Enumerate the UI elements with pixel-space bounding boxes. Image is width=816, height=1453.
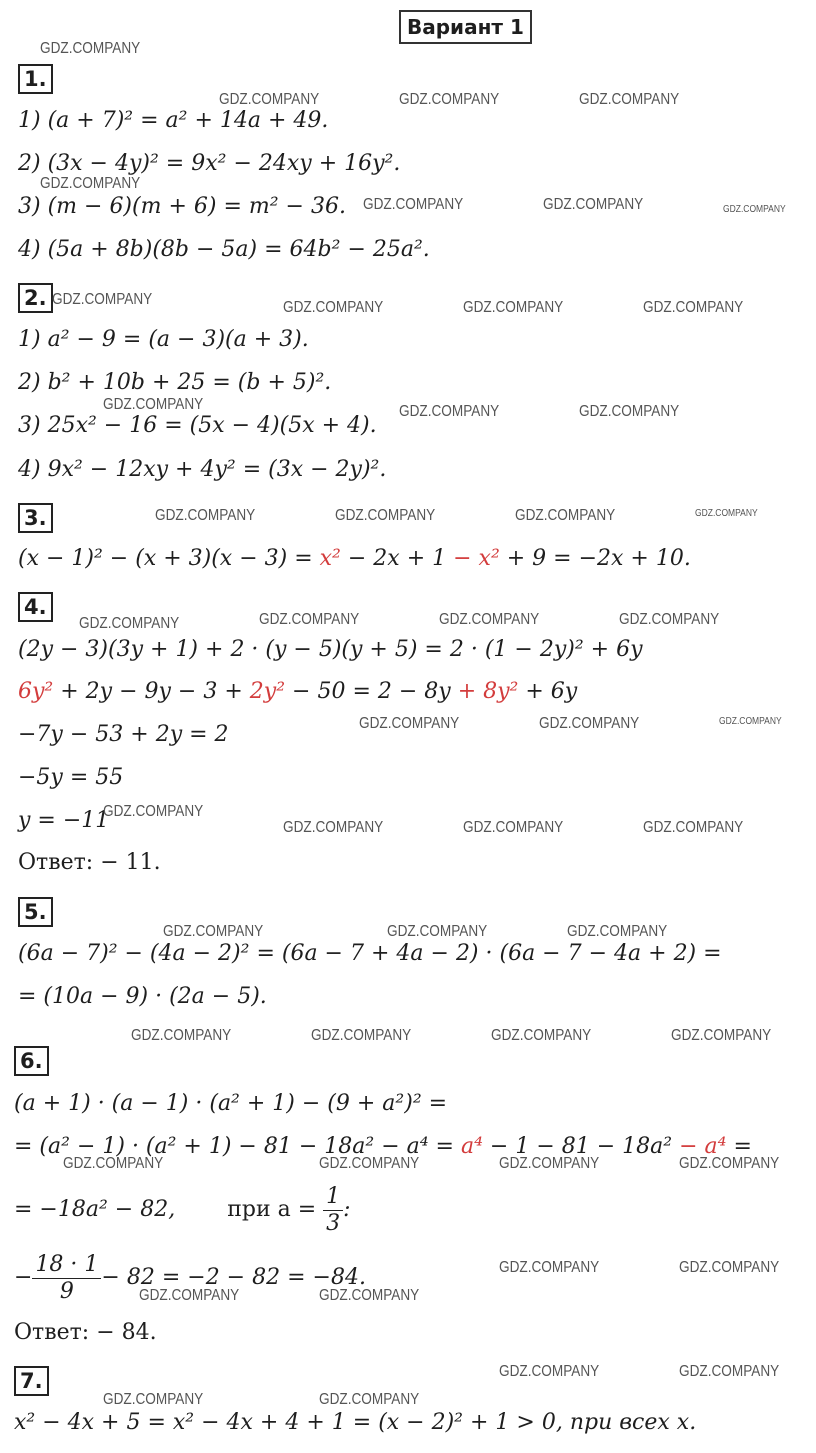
- p4-line-3: −7y − 53 + 2y = 2: [18, 722, 229, 747]
- p2-line-3: 3) 25x² − 16 = (5x − 4)(5x + 4).: [18, 413, 377, 438]
- watermark: GDZ.COMPANY: [619, 611, 720, 628]
- watermark: GDZ.COMPANY: [311, 1027, 412, 1044]
- watermark: GDZ.COMPANY: [79, 615, 180, 632]
- watermark: GDZ.COMPANY: [319, 1391, 420, 1408]
- problem-4-number: 4.: [18, 592, 53, 622]
- p6-line4-minus: −: [14, 1265, 33, 1290]
- watermark: GDZ.COMPANY: [163, 923, 264, 940]
- watermark: GDZ.COMPANY: [679, 1155, 780, 1172]
- problem-6-number: 6.: [14, 1046, 49, 1076]
- watermark: GDZ.COMPANY: [399, 403, 500, 420]
- p6-text-a: = (a² − 1) · (a² + 1) − 81 − 18a² − a⁴ =: [14, 1134, 461, 1159]
- p3-text-b: − 2x + 1: [340, 546, 454, 571]
- p3-text-a: (x − 1)² − (x + 3)(x − 3) =: [18, 546, 320, 571]
- watermark: GDZ.COMPANY: [579, 403, 680, 420]
- watermark: GDZ.COMPANY: [283, 299, 384, 316]
- p2-line-4: 4) 9x² − 12xy + 4y² = (3x − 2y)².: [18, 457, 387, 482]
- p3-line-1: [18, 544, 691, 574]
- watermark: GDZ.COMPANY: [103, 803, 204, 820]
- watermark: GDZ.COMPANY: [543, 196, 644, 213]
- p6-fraction2-denominator: 9: [59, 1278, 74, 1304]
- problem-2-number: 2.: [18, 283, 53, 313]
- p6-fraction-numerator: 1: [323, 1184, 343, 1211]
- problem-5-number: 5.: [18, 897, 53, 927]
- p6-line-3: [14, 1180, 351, 1240]
- p6-line3-text-b: при a =: [227, 1197, 324, 1222]
- p4-line-4: −5y = 55: [18, 765, 124, 790]
- watermark: GDZ.COMPANY: [579, 91, 680, 108]
- p3-highlight-2: − x²: [453, 546, 500, 571]
- p1-line-4: 4) (5a + 8b)(8b − 5a) = 64b² − 25a².: [18, 237, 430, 262]
- p7-line-1: x² − 4x + 5 = x² − 4x + 4 + 1 = (x − 2)² + 1 > 0, при всех x.: [14, 1410, 697, 1435]
- p6-line3-text-a: = −18a² − 82,: [14, 1197, 176, 1222]
- watermark: GDZ.COMPANY: [155, 507, 256, 524]
- p6-highlight-1: a⁴: [460, 1134, 483, 1159]
- p6-fraction-18-9: [32, 1252, 101, 1305]
- p6-highlight-2: − a⁴: [679, 1134, 727, 1159]
- watermark: GDZ.COMPANY: [499, 1259, 600, 1276]
- p4-text-a: + 2y − 9y − 3 +: [53, 679, 250, 704]
- watermark: GDZ.COMPANY: [491, 1027, 592, 1044]
- watermark: GDZ.COMPANY: [515, 507, 616, 524]
- p4-highlight-1: 6y²: [18, 679, 54, 704]
- p2-line-2: 2) b² + 10b + 25 = (b + 5)².: [18, 370, 332, 395]
- watermark: GDZ.COMPANY: [359, 715, 460, 732]
- watermark: GDZ.COMPANY: [283, 819, 384, 836]
- watermark: GDZ.COMPANY: [399, 91, 500, 108]
- p6-text-b: − 1 − 81 − 18a²: [482, 1134, 680, 1159]
- problem-3-number: 3.: [18, 503, 53, 533]
- p3-highlight-1: x²: [319, 546, 341, 571]
- watermark: GDZ.COMPANY: [671, 1027, 772, 1044]
- watermark: GDZ.COMPANY: [335, 507, 436, 524]
- p4-text-c: + 6y: [518, 679, 578, 704]
- p6-line-1: (a + 1) · (a − 1) · (a² + 1) − (9 + a²)² =: [14, 1091, 448, 1116]
- p1-line-3: 3) (m − 6)(m + 6) = m² − 36.: [18, 194, 346, 219]
- p5-line-2: = (10a − 9) · (2a − 5).: [18, 984, 267, 1009]
- watermark: GDZ.COMPANY: [463, 819, 564, 836]
- watermark: GDZ.COMPANY: [439, 611, 540, 628]
- watermark: GDZ.COMPANY: [319, 1287, 420, 1304]
- p6-fraction-denominator: 3: [326, 1210, 341, 1236]
- watermark: GDZ.COMPANY: [643, 819, 744, 836]
- watermark: GDZ.COMPANY: [679, 1363, 780, 1380]
- watermark: GDZ.COMPANY: [219, 91, 320, 108]
- p6-line4-text-b: − 82 = −2 − 82 = −84.: [101, 1265, 366, 1290]
- p6-fraction2-numerator: 18 · 1: [32, 1252, 101, 1279]
- p6-line3-colon: :: [343, 1197, 351, 1222]
- p4-line-1: (2y − 3)(3y + 1) + 2 · (y − 5)(y + 5) = 2 · (1 − 2y)² + 6y: [18, 637, 643, 662]
- p6-text-c: =: [726, 1134, 752, 1159]
- p1-line-1: 1) (a + 7)² = a² + 14a + 49.: [18, 108, 329, 133]
- watermark: GDZ.COMPANY: [643, 299, 744, 316]
- watermark: GDZ.COMPANY: [499, 1363, 600, 1380]
- p1-line-2: 2) (3x − 4y)² = 9x² − 24xy + 16y².: [18, 151, 401, 176]
- watermark: GDZ.COMPANY: [131, 1027, 232, 1044]
- watermark: GDZ.COMPANY: [723, 204, 786, 215]
- p6-fraction-one-third: [323, 1184, 343, 1237]
- watermark: GDZ.COMPANY: [499, 1155, 600, 1172]
- watermark: GDZ.COMPANY: [539, 715, 640, 732]
- problem-1-number: 1.: [18, 64, 53, 94]
- watermark: GDZ.COMPANY: [387, 923, 488, 940]
- watermark: GDZ.COMPANY: [463, 299, 564, 316]
- watermark: GDZ.COMPANY: [103, 396, 204, 413]
- p3-text-c: + 9 = −2x + 10.: [499, 546, 691, 571]
- problem-7-number: 7.: [14, 1366, 49, 1396]
- watermark: GDZ.COMPANY: [259, 611, 360, 628]
- watermark: GDZ.COMPANY: [52, 291, 153, 308]
- variant-title: Вариант 1: [399, 10, 532, 44]
- p5-line-1: (6a − 7)² − (4a − 2)² = (6a − 7 + 4a − 2) · (6a − 7 − 4a + 2) =: [18, 941, 722, 966]
- watermark: GDZ.COMPANY: [103, 1391, 204, 1408]
- watermark: GDZ.COMPANY: [63, 1155, 164, 1172]
- p4-answer: Ответ: − 11.: [18, 850, 161, 875]
- p6-answer: Ответ: − 84.: [14, 1320, 157, 1345]
- watermark: GDZ.COMPANY: [567, 923, 668, 940]
- watermark: GDZ.COMPANY: [679, 1259, 780, 1276]
- p4-line-2: [18, 677, 577, 707]
- p4-highlight-2: 2y²: [249, 679, 286, 704]
- watermark: GDZ.COMPANY: [319, 1155, 420, 1172]
- watermark: GDZ.COMPANY: [695, 508, 758, 519]
- p2-line-1: 1) a² − 9 = (a − 3)(a + 3).: [18, 327, 309, 352]
- watermark: GDZ.COMPANY: [139, 1287, 240, 1304]
- watermark: GDZ.COMPANY: [40, 40, 141, 57]
- watermark: GDZ.COMPANY: [719, 716, 782, 727]
- watermark: GDZ.COMPANY: [40, 175, 141, 192]
- p4-highlight-3: + 8y²: [457, 679, 519, 704]
- watermark: GDZ.COMPANY: [363, 196, 464, 213]
- p4-text-b: − 50 = 2 − 8y: [285, 679, 458, 704]
- p4-line-5: y = −11: [18, 808, 110, 833]
